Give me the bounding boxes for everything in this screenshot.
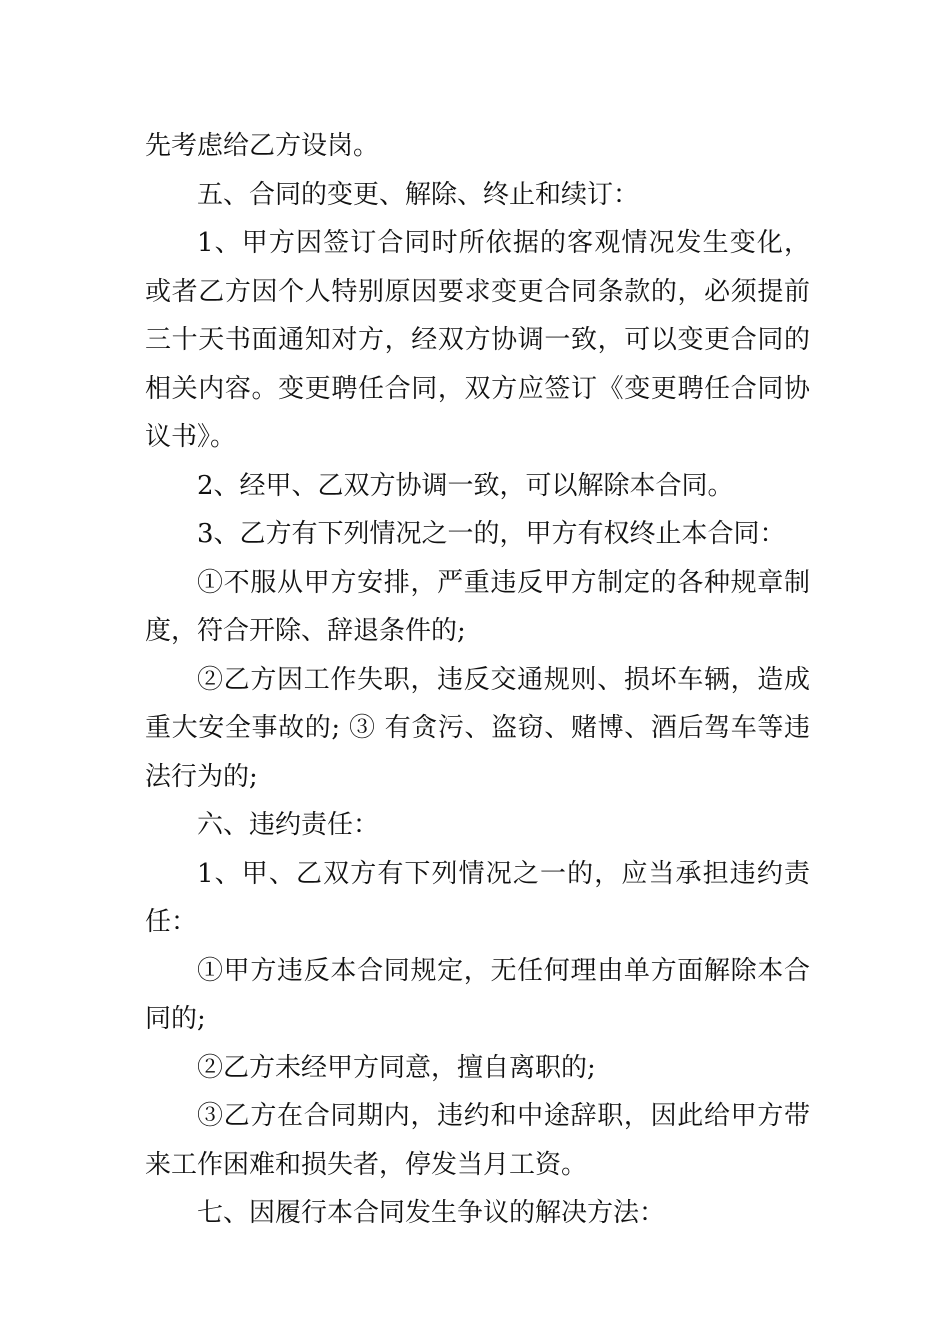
clause-5-3-item-2-3: ②乙方因工作失职，违反交通规则、损坏车辆，造成重大安全事故的; ③ 有贪污、盗窃、赌博、酒后驾车等违法行为的; — [145, 664, 810, 792]
clause-5-3: 3、乙方有下列情况之一的，甲方有权终止本合同： — [197, 519, 786, 549]
clause-5-1: 1、甲方因签订合同时所依据的客观情况发生变化，或者乙方因个人特别原因要求变更合同条款的，必须提前三十天书面通知对方，经双方协调一致，可以变更合同的相关内容。变更聘任合同，双方应签订《变更聘任合同协议书》。 — [145, 228, 810, 452]
clause-6-1-item-3: ③乙方在合同期内，违约和中途辞职，因此给甲方带来工作困难和损失者，停发当月工资。 — [145, 1101, 810, 1180]
document-body — [145, 122, 810, 1238]
clause-5-3-item-1: ①不服从甲方安排，严重违反甲方制定的各种规章制度，符合开除、辞退条件的; — [145, 567, 810, 646]
section-heading-6: 六、违约责任： — [197, 810, 380, 840]
section-heading-5: 五、合同的变更、解除、终止和续订： — [197, 179, 640, 210]
clause-5-2: 2、经甲、乙双方协调一致，可以解除本合同。 — [197, 470, 734, 501]
clause-6-1-item-1: ①甲方违反本合同规定，无任何理由单方面解除本合同的; — [145, 955, 810, 1034]
section-heading-7: 七、因履行本合同发生争议的解决方法： — [197, 1198, 666, 1228]
clause-6-1: 1、甲、乙双方有下列情况之一的，应当承担违约责任： — [145, 858, 810, 937]
clause-6-1-item-2: ②乙方未经甲方同意，擅自离职的; — [197, 1052, 596, 1083]
paragraph-continuation: 先考虑给乙方设岗。 — [145, 131, 380, 161]
